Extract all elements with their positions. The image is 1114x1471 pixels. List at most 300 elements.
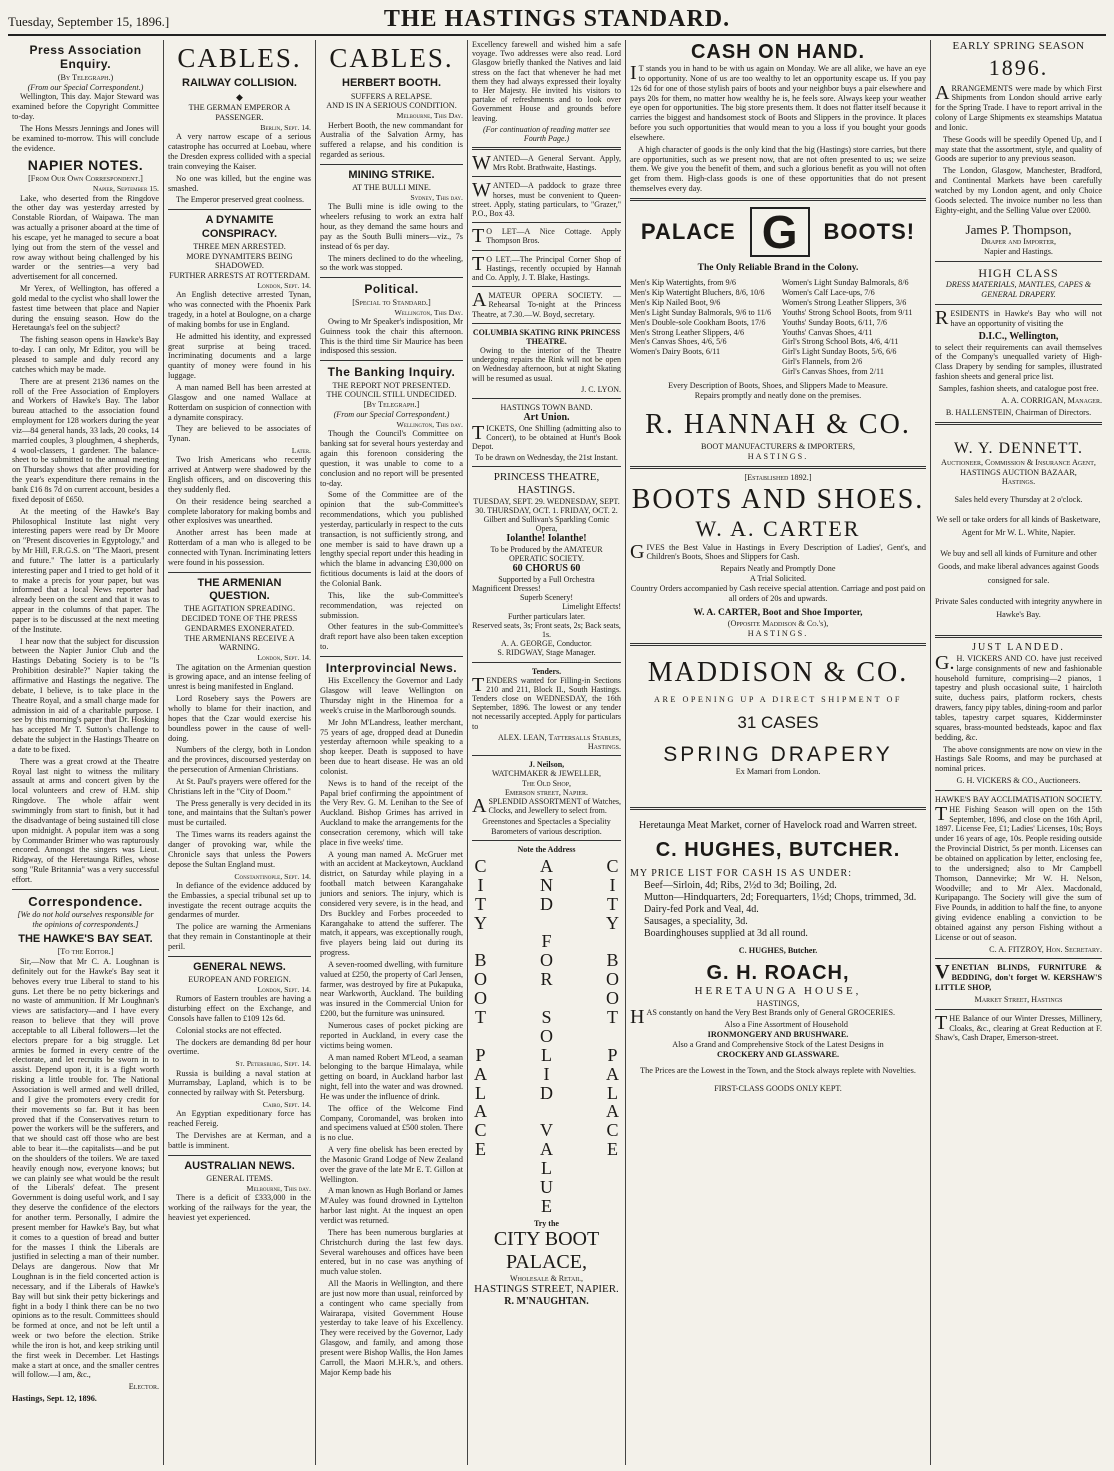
deck: THREE MEN ARRESTED. — [193, 241, 286, 251]
headline-correspondence: Correspondence. — [28, 893, 143, 909]
vertical-letter: R — [540, 969, 553, 990]
vertical-letter: L — [541, 1158, 552, 1179]
divider — [935, 958, 1102, 959]
ad-heading: 60 CHORUS 60 — [512, 563, 581, 575]
divider — [320, 164, 463, 165]
article-paragraph: There is a deficit of £333,000 in the working of the railways for the year, the heaviest yet experienced. — [168, 1193, 311, 1222]
ad-body: ARRANGEMENTS were made by which First Shipments from London should arrive early for the Spring Trade. I have to report arrival in the colony of Large Shipments ex steamships Matatua and Ionic. — [935, 81, 1102, 132]
dateline: Later. — [291, 446, 311, 456]
vertical-letter: O — [606, 969, 619, 990]
vertical-letter: L — [541, 1044, 552, 1065]
article-paragraph: The Times warns its readers against the danger of provoking war, while the Chronicle says that unless the Powers depose the Sultan England must. — [168, 830, 311, 869]
dateline: Sydney, This day. — [410, 193, 463, 203]
ad-line: CROCKERY AND GLASSWARE. — [716, 1049, 839, 1059]
ad-line: Reserved seats, 3s; Front seats, 2s; Back seats, 1s. — [472, 620, 621, 639]
ad-line: [Established 1892.] — [744, 472, 812, 482]
divider — [630, 466, 926, 469]
byline: (By Telegraph.) — [57, 72, 114, 82]
vertical-letter: P — [607, 1044, 618, 1065]
ad-line: Sales held every Thursday at 2 o'clock. — [954, 495, 1083, 505]
dateline: St. Petersburg, Sept. 14. — [235, 1059, 311, 1069]
ad-line: Further particulars later. — [507, 611, 586, 621]
article-paragraph: Russia is building a naval station at Murramsbay, Lapland, which is to be connected by railway with St. Petersburg. — [168, 1068, 311, 1098]
ad-heading: Art Union. — [523, 412, 570, 424]
divider — [630, 198, 926, 201]
deck: THE ARMENIANS RECEIVE A WARNING. — [184, 633, 295, 653]
ad-line: Beef—Sirloin, 4d; Ribs, 2½d to 3d; Boiling, 2d. — [644, 879, 837, 891]
divider — [320, 656, 463, 657]
article-paragraph: Lord Rosebery says the Powers are wholly to blame for their inaction, and hopes that the Czar would exercise his boundless power in the cause of well-doing. — [168, 694, 311, 743]
article-paragraph: A man named Robert M'Leod, a seaman belonging to the barque Himalaya, while getting on board, in Auckland harbor last night, fell into the water and was drowned. He was under the influence of drink. — [320, 1052, 463, 1101]
article-paragraph: A very fine obelisk has been erected by the Masonic Grand Lodge of New Zealand over the grave of the late Mr E. T. Gillon at Wellington. — [320, 1145, 463, 1184]
dateline: London, Sept. 14. — [257, 984, 311, 994]
ad-line: Boardinghouses supplied at 3d all round. — [644, 927, 808, 939]
deck: THE REPORT NOT PRESENTED. — [332, 380, 451, 390]
price-list-item: Women's Light Sunday Balmorals, 8/6 — [782, 278, 909, 288]
headline-banking-inquiry: The Banking Inquiry. — [327, 365, 456, 380]
vertical-letter — [544, 989, 549, 1008]
classified-ad: WANTED—A paddock to graze three horses, must be convenient to Queen-street. Apply, stating particulars, to "Grazer," P.O., Box 43. — [472, 179, 621, 218]
article-paragraph: At the meeting of the Hawke's Bay Philosophical Institute last night very interesting papers were read by Dr Moore on "Present discoveries in Egyptology," and by Mr Hill, F.R.G.S. on "The Maori, present and future." The latter is a particularly interesting paper and I tried to get hold of it to make a precis for your paper, but was informed that a local News reporter had already been on the scent and that it was to appear in the columns of that paper. The paper is to be discussed at the next meeting of the Institute. — [12, 506, 159, 634]
ad-line: S. RIDGWAY, Stage Manager. — [497, 648, 596, 658]
ad-line: Superb Scenery! — [519, 593, 574, 603]
vertical-lettering — [472, 857, 621, 1216]
vertical-letter: C — [474, 855, 487, 876]
ad-body: These Goods will be speedily Opened Up, and I may state that the assortment, style, and quality of Goods are superior to any previous season. — [935, 134, 1102, 164]
ad-body: A high character of goods is the only kind that the big (Hastings) store carries, but there are opportunities, such as we present now, that are not often presented to us; we seize them. We give you the benefit of them, and such a glorious benefit as you will not often get from them. High-class goods is one of these opportunities that do not present themselves every day. — [630, 144, 926, 194]
vertical-letter: F — [541, 931, 552, 952]
issue-date: Tuesday, September 15, 1896.] — [8, 14, 170, 29]
ad-line: HASTINGS. — [747, 451, 809, 461]
price-list-item: Women's Dairy Boots, 6/11 — [630, 347, 721, 357]
ad-heading: HAWKE'S BAY ACCLIMATISATION SOCIETY. — [935, 794, 1103, 804]
banner-word: BOOTS! — [823, 218, 916, 244]
ad-line: Ex Mamari from London. — [735, 766, 821, 776]
vertical-letter: O — [606, 988, 619, 1009]
article-paragraph: A young man named A. McGruer met with an accident at Mackeytown, Auckland district, on Saturday while playing in a football match between Karangahake juniors and seniors. The injury, which is considered very severe, is in the head, and Drs Buckley and Forbes proceeded to Karangahake to attend the sufferer. The match, it appears, was exceptionally rough, five players being laid out during its progress. — [320, 849, 463, 958]
article-paragraph: The police are warning the Armenians that they remain in Constantinople at their peril. — [168, 922, 311, 951]
vertical-letter: O — [474, 969, 487, 990]
ad-line: Samples, fashion sheets, and catalogue post free. — [938, 383, 1099, 393]
classified-ad: ASPLENDID ASSORTMENT of Watches, Clocks, and Jewellery to select from. — [472, 794, 621, 817]
ad-line: We sell or take orders for all kinds of Basketware, Agent for Mr W. L. White, Napier. — [936, 515, 1101, 538]
ad-line: Supported by a Full Orchestra — [498, 574, 595, 584]
ad-line: Also a Grand and Comprehensive Stock of the Latest Designs in — [672, 1040, 884, 1049]
column-4 — [468, 40, 626, 1465]
editorial-note: [We do not hold ourselves responsible for the opinions of correspondents.] — [17, 910, 154, 930]
ad-line: Dairy-fed Pork and Veal, 4d. — [644, 903, 759, 915]
vertical-letter — [610, 1027, 615, 1046]
price-list-item: Men's Canvas Shoes, 4/6, 5/6 — [630, 337, 727, 347]
divider — [472, 147, 621, 150]
ad-heading: J. Neilson, — [528, 760, 565, 770]
vertical-letter: L — [607, 1082, 618, 1103]
ad-line: To be Produced by the AMATEUR OPERATIC SOCIETY. — [490, 544, 603, 564]
article-paragraph: Mr John M'Landress, leather merchant, 75 years of age, dropped dead at Dunedin yesterday afternoon while speaking to a shop keeper. Death is supposed to have been due to heart disease. He was an old colonist. — [320, 717, 463, 776]
article-paragraph: The agitation on the Armenian question is growing apace, and an intense feeling of unrest is being manifested in England. — [168, 662, 311, 692]
vertical-letter: I — [543, 1063, 550, 1084]
ad-line: HASTINGS STREET, NAPIER. — [474, 1283, 619, 1296]
divider — [935, 422, 1102, 425]
headline-cables: CABLES. — [329, 43, 454, 73]
ad-heading: Iolanthe! Iolanthe! — [506, 533, 587, 545]
masthead — [8, 6, 1106, 36]
headline-interprovincial: Interprovincial News. — [325, 660, 458, 675]
ad-year: 1896. — [988, 55, 1049, 81]
deck: FURTHER ARRESTS AT ROTTERDAM. — [169, 271, 310, 281]
vertical-letter: O — [540, 950, 553, 971]
price-list-item: Men's Strong Leather Slippers, 4/6 — [630, 327, 745, 337]
divider — [935, 635, 1102, 638]
article-paragraph: News is to hand of the receipt of the Papal brief confirming the appointment of the Very Rev. G. M. Lenihan to the See of Auckland. Bishop Grimes has arrived in Auckland to make the arrangements for the consecration ceremony, which will take place in five weeks' time. — [320, 778, 463, 847]
divider — [472, 662, 621, 663]
article-paragraph: All the Maoris in Wellington, and there are just now more than usual, reinforced by a contingent who came specially from Wairarapa, visited Government House yesterday to take leave of his Excellency. They were received by the Governor, Lady Glasgow, and family, and among those present were Bishop Wallis, the Hon James Carroll, the Maori M.H.R.'s, and others. Major Kemp bade his — [320, 1279, 463, 1377]
ad-line: A. A. GEORGE, Conductor. — [501, 639, 592, 649]
ad-line: BOOT MANUFACTURERS & IMPORTERS, — [701, 442, 855, 452]
ad-signature: C. A. FITZROY, Hon. Secretary. — [989, 944, 1102, 954]
ad-signature: G. H. VICKERS & CO., Auctioneers. — [956, 776, 1081, 786]
price-list-item: Men's Kip Watertights, from 9/6 — [630, 278, 736, 288]
divider — [472, 323, 621, 324]
price-list-item: Women's Calf Lace-ups, 7/6 — [782, 288, 875, 298]
letter-dateline: Hastings, Sept. 12, 1896. — [12, 1394, 97, 1404]
classified-ad: WANTED—A General Servant. Apply, Mrs Robt. Brathwaite, Hastings. — [472, 152, 621, 175]
ad-heading: PRINCESS THEATRE, HASTINGS. — [493, 471, 600, 497]
subheadline: A DYNAMITE CONSPIRACY. — [201, 214, 278, 240]
vertical-letter: A — [474, 1101, 487, 1122]
vertical-letter: Y — [606, 912, 619, 933]
article-paragraph: Though the Council's Committee on banking sat for several hours yesterday and again this forenoon considering the question, it was unable to come to a conclusion and no report will be presented to-day. — [320, 429, 463, 488]
vertical-letter: O — [540, 1025, 553, 1046]
ornament: ◆ — [236, 91, 243, 102]
article-paragraph: Lake, who deserted from the Ringdove the other day was yesterday arrested by Constable Riordan, of Waipawa. The man was actually a prisoner aboard at the time of his escape, yet he managed to secure a boat lying out from the stern of the vessel and row away without being challenged by his warder or the sentries—a very bad advertisement for all concerned. — [12, 193, 159, 282]
ad-heading: Tenders. — [531, 666, 562, 676]
ad-line: Market Street, Hastings — [974, 994, 1063, 1004]
column-5 — [626, 40, 931, 1465]
ad-line: C. HUGHES, Butcher. — [738, 945, 818, 955]
ad-body: HAS constantly on hand the Very Best Brands only of General GROCERIES. — [630, 1006, 896, 1029]
vertical-letter: D — [540, 893, 553, 914]
ad-body: THE Balance of our Winter Dresses, Millinery, Cloaks, &c., clearing at Great Reduction at F. Shaw's, Cash Draper, Emerson-street. — [935, 1011, 1102, 1043]
article-paragraph: At St. Paul's prayers were offered for the Christians left in the "City of Doom." — [168, 776, 311, 796]
ad-body: GIVES the Best Value in Hastings in Every Description of Ladies', Gent's, and Children's Boots, Shoes and Slippers for Cash. — [630, 540, 926, 563]
ad-hughes-title: C. HUGHES, BUTCHER. — [655, 838, 901, 861]
dateline: London, Sept. 14. — [257, 281, 311, 291]
article-paragraph: An English detective arrested Tynan, who was connected with the Phoenix Park tragedy, in a hotel at Boulogne, on a charge of making bombs for use in England. — [168, 290, 311, 329]
vertical-letter: C — [474, 1120, 487, 1141]
price-list-item: Girl's Light Sunday Boots, 5/6, 6/6 — [782, 347, 897, 357]
ad-line: Emerson street, Napier. — [504, 787, 588, 797]
divider — [168, 956, 311, 957]
ad-line: Private Sales conducted with integrity anywhere in Hawke's Bay. — [935, 596, 1102, 619]
article-paragraph: This, like the sub-Committee's recommendation, was rejected on submission. — [320, 590, 463, 620]
continuation-note: (For continuation of reading matter see Fourth Page.) — [482, 124, 611, 143]
subheadline: HERBERT BOOTH. — [342, 77, 441, 90]
price-list-item: Girl's Flannels, from 2/6 — [782, 357, 863, 367]
deck: AT THE BULLI MINE. — [352, 183, 431, 193]
ad-heading: R. M'NAUGHTAN. — [504, 1295, 589, 1307]
ad-line: Limelight Effects! — [562, 602, 621, 612]
vertical-letter: Y — [474, 912, 487, 933]
deck: THE AGITATION SPREADING. — [183, 604, 295, 614]
ad-line: Wholesale & Retail, — [510, 1274, 583, 1284]
deck: EUROPEAN AND FOREIGN. — [188, 974, 291, 984]
divider — [168, 209, 311, 210]
article-paragraph: An Egyptian expeditionary force has reached Fereig. — [168, 1109, 311, 1129]
dateline: Berlin, Sept. 14. — [260, 123, 311, 133]
vertical-letter: A — [474, 1063, 487, 1084]
vertical-letter: E — [541, 1195, 552, 1216]
byline: [From Our Own Correspondent.] — [28, 174, 143, 184]
vertical-letter: T — [475, 1007, 486, 1028]
article-paragraph: The Emperor preserved great coolness. — [176, 195, 304, 205]
headline-political: Political. — [364, 282, 419, 297]
ad-heading: EARLY SPRING SEASON — [952, 40, 1085, 52]
divider — [472, 286, 621, 287]
dateline: Constantinople, Sept. 14. — [234, 871, 311, 881]
column-6 — [931, 40, 1106, 1465]
ad-line: The Prices are the Lowest in the Town, and the Stock always replete with Novelties. — [640, 1065, 916, 1075]
ad-heading: COLUMBIA SKATING RINK PRINCESS THEATRE. — [472, 327, 621, 346]
vertical-letter: I — [477, 874, 484, 895]
article-paragraph: The dockers are demanding 8d per hour overtime. — [168, 1037, 311, 1057]
ad-body: The London, Glasgow, Manchester, Bradford, and Continental Markets have been carefully watched by my London agent, and only Choice Goods selected. The invoice number no less than Eighty-eight, and the Selling Value over £2000. — [935, 166, 1102, 215]
banner-word: PALACE — [640, 218, 736, 244]
ad-body: IT stands you in hand to be with us again on Monday. We are all alike, we have an eye to opportunity. None of us are too wealthy to let an opportunity escape us. If you pay 12s 6d for one of those stylish pairs of boots and your neighbor buys a pair elsewhere and pays 20s for them, no matter how wealthy he is, he feels sore. Always keep your weather eye open for opportunities. The big store presents them. It does not flatter itself because it carries the biggest and handsomest stock of Boots and Slippers in the province. It places before you such opportunities that would mean to you a loss if you bought your goods elsewhere. — [630, 62, 926, 142]
vertical-letter — [478, 1027, 483, 1046]
article-paragraph: Two Irish Americans who recently arrived at Antwerp were shadowed by the English officers, and on discovering this they suddenly fled. — [168, 455, 311, 494]
column-3 — [316, 40, 468, 1465]
divider — [12, 889, 159, 890]
ad-signature: A. A. CORRIGAN, Manager. — [1001, 395, 1102, 405]
divider — [168, 1155, 311, 1156]
ad-line: WATCHMAKER & JEWELLER, — [491, 769, 602, 779]
divider — [320, 360, 463, 361]
ad-line: Magnificent Dresses! — [472, 584, 541, 594]
vertical-letter: T — [607, 893, 618, 914]
ad-line: HASTINGS. — [747, 628, 809, 638]
divider — [472, 398, 621, 399]
vertical-letter: B — [606, 950, 619, 971]
letter-body: Sir,—Now that Mr C. A. Loughnan is definitely out for the Hawke's Bay seat it behoves every true Liberal to stand to his guns. Let there be no petty bickerings and no waste of ammunition. If Mr Loughnan's views are satisfactory—and I have every reason to believe that they will prove acceptable to all Liberal followers—let the electors prepare for a big struggle. Let armies be formed in every centre of the electorate, and let recruits be sworn in to assist. Depend upon it, it is a fight worth risking a little trouble for. The National Association is well armed and well drilled, and I give the promoters every credit for their movements so far. But it has been proved that if the Conservatives return to power the workers will be the sufferers, and that we should cast off those who are best able to bear it—the capitalists—and be put on the shoulders of the toilers. We are taxed heavily enough now, everyone knows; but we can plainly see what would be the result of the Liberals' defeat. The present Government is doing useful work, and I say they deserve the confidence of the electors for another term. Personally, I admire the present member for Hawke's Bay, but what it comes to a question of bread and butter for the masses I think the Liberals are justified in selecting a man of their number. Delays are dangerous. Now that Mr Loughnan is in the field concerted action is necessary, and if the Liberals of Hawke's Bay will but sink their petty bickerings and fight in a body I think there can be no two opinions as to the result. Committees should be formed at once, and not be left until a week or two before the election. Strike while the iron is hot, and keep striking until the first week in December. Let Hastings make a start at once, and the smaller centres will follow.—I am, &c., — [12, 957, 159, 1380]
ad-line: Repairs Neatly and Promptly Done — [720, 564, 836, 574]
classified-ad: TENDERS wanted for Filling-in Sections 210 and 211, Block II., South Hastings. Tenders close on WEDNESDAY, the 16th September, 1896. The lowest or any tender not necessarily accepted. Apply for particulars to — [472, 673, 621, 731]
article-paragraph: On their residence being searched a complete laboratory for making bombs and other explosives was unearthed. — [168, 496, 311, 526]
deck: MORE DYNAMITERS BEING SHADOWED. — [186, 251, 293, 271]
deck: GENDARMES EXONERATED. — [184, 623, 295, 633]
ad-line: HERETAUNGA HOUSE, — [694, 985, 862, 998]
article-paragraph: Mr Yerex, of Wellington, has offered a gold medal to the cyclist who shall lower the fastest time between that place and Napier during the ensuing season. How do the Heretaunga's feel on the subject? — [12, 284, 159, 333]
ad-line: Mutton—Hindquarters, 2d; Forequarters, 1½d; Chops, trimmed, 3d. — [644, 891, 917, 903]
ad-line: A Trial Solicited. — [749, 574, 807, 584]
article-paragraph: Numerous cases of pocket picking are reported in Auckland, in every case the victims being women. — [320, 1020, 463, 1050]
ad-line: The Old Shop, — [521, 778, 572, 788]
dateline: Melbourne, This day. — [246, 1183, 311, 1193]
ad-heading: HIGH CLASS — [978, 265, 1059, 280]
price-list-women — [782, 278, 926, 376]
article-paragraph: Colonial stocks are not effected. — [176, 1025, 282, 1035]
price-list-item: Men's Double-sole Cookham Boots, 17/6 — [630, 317, 766, 327]
price-list-item: Girl's Strong School Bots, 4/6, 4/11 — [782, 337, 899, 347]
divider — [168, 572, 311, 573]
divider — [472, 840, 621, 841]
vertical-letter: A — [540, 855, 553, 876]
article-paragraph: The Hons Messrs Jennings and Jones will be examined to-morrow. This will conclude the evidence. — [12, 124, 159, 153]
price-list-item: Youths' Strong School Boots, from 9/11 — [782, 307, 913, 317]
divider — [320, 277, 463, 278]
subheadline: AUSTRALIAN NEWS. — [184, 1159, 295, 1172]
article-paragraph: Rumors of Eastern troubles are having a disturbing effect on the Exchange, and Consols have fallen to £109 12s 6d. — [168, 994, 311, 1023]
vertical-letter: V — [540, 1120, 553, 1141]
ad-line: HASTINGS AUCTION BAZAAR, — [960, 467, 1077, 477]
article-paragraph: Wellington, This day. Major Steward was examined before the Copyright Committee to-day. — [12, 92, 159, 122]
price-list-item: Girl's Canvas Shoes, from 2/11 — [782, 366, 884, 376]
ad-carter-title: W. A. CARTER — [695, 516, 861, 542]
deck: THE COUNCIL STILL UNDECIDED. — [326, 390, 457, 400]
article-paragraph: I hear now that the subject for discussion between the Napier Junior Club and the Hastings Debating Society is to be "Is Prohibition desirable?" Napier taking the affirmative and Hastings the negative. The debate, I believe, is to take place in the Theatre Royal, and a small charge made for admission in aid of a charitable purpose. I see by this morning's paper that Dr. Hosking has accepted Mr T. Sutton's challenge to debate the subject in the Hastings Theatre on a date to be fixed. — [12, 636, 159, 754]
ad-line: Napier and Hastings. — [984, 246, 1053, 256]
vertical-letter: T — [607, 1007, 618, 1028]
vertical-letter: C — [606, 1120, 619, 1141]
vertical-letter: E — [607, 1139, 618, 1160]
vertical-letter — [478, 932, 483, 951]
divider — [472, 176, 621, 177]
ad-line: Auctioneer, Commission & Insurance Agent, — [941, 457, 1096, 467]
ad-line: HASTINGS, — [756, 998, 800, 1008]
ad-body: The above consignments are now on view in the Hastings Sale Rooms, and may be purchased at nominal prices. — [935, 744, 1102, 774]
vertical-letter: P — [475, 1044, 486, 1065]
ad-line: Every Description of Boots, Shoes, and Slippers Made to Measure. — [668, 380, 888, 390]
divider — [935, 1009, 1102, 1010]
article-paragraph: Herbert Booth, the new commandant for Australia of the Salvation Army, has suffered a relapse, and his condition is regarded as serious. — [320, 120, 463, 160]
article-paragraph: A very narrow escape of a serious catastrophe has occurred at Loebau, where the Dresden express collided with a special train conveying the Kaiser. — [168, 132, 311, 171]
dateline: Wellington, This day. — [396, 419, 463, 429]
vertical-letter — [544, 1102, 549, 1121]
divider — [630, 643, 926, 646]
banner-letter: G — [750, 207, 810, 257]
vertical-letter — [544, 914, 549, 933]
ad-heading: SPRING DRAPERY — [663, 742, 893, 766]
article-paragraph: There are at present 2136 names on the roll of the Free Association of Employers and Workers of Hawke's Bay. The labor bureau attached to the association found employment for 128 workers during the year viz—84 general hands, 33 lads, 20 cooks, 14 married couples, 3 ploughmen, 4 shepherds, 4 wool-classers, 1 gardener. The balance-sheet to be submitted to the annual meeting on Thursday shows that after providing for the year's expenditure there remains in the bank £16 8s 7d on current account, besides a fixed deposit of £650. — [12, 376, 159, 504]
ad-line: Greenstones and Spectacles a Speciality — [482, 817, 611, 827]
vertical-letter: A — [540, 1139, 553, 1160]
price-list-item: Youths' Sunday Boots, 6/11, 7/6 — [782, 317, 887, 327]
vertical-letter: D — [540, 1082, 553, 1103]
vertical-letter: N — [540, 874, 553, 895]
divider — [935, 261, 1102, 262]
price-list-item: Men's Light Sunday Balmorals, 9/6 to 11/6 — [630, 307, 772, 317]
article-paragraph: Some of the Committee are of the opinion that the sub-Committee's recommendations, which you published yesterday, particularly in respect to the cuts transaction, is not sufficiently strong, and one member is said to have drawn up a lengthy special report under this heading in which the blame in advancing £30,000 on fictitious documents is laid at the doors of the Colonial Bank. — [320, 490, 463, 588]
salutation: [To the Editor.] — [57, 947, 114, 957]
article-paragraph: A man known as Hugh Borland or James M'Auley was found drowned in Lyttelton harbor last night. At the inquest an open verdict was returned. — [320, 1186, 463, 1225]
letter-signature: Elector. — [128, 1382, 159, 1392]
subheadline: GENERAL NEWS. — [193, 960, 286, 973]
dateline: Melbourne, This Day. — [396, 111, 463, 121]
ad-boots-shoes-title: BOOTS AND SHOES. — [631, 483, 925, 515]
classified-ad: AMATEUR OPERA SOCIETY. —Rehearsal To-night at the Princess Theatre, at 7.30.—W. Boyd, secretary. — [472, 289, 621, 319]
ad-tagline: The Only Reliable Brand in the Colony. — [697, 262, 859, 273]
palace-boots-banner — [630, 207, 926, 257]
divider — [472, 222, 621, 223]
ad-line: Country Orders accompanied by Cash receive special attention. Carriage and post paid on all orders of 20s and upwards. — [630, 583, 926, 603]
article-paragraph: Excellency farewell and wished him a safe voyage. Two addresses were also read. Lord Glasgow briefly thanked the Natives and laid stress on the fact that whenever he had met them they had always expressed their loyalty to Her Majesty. He invited his visitors to partake of refreshments and to look over Government House and grounds before leaving. — [472, 40, 621, 123]
ad-line: Draper and Importer, — [980, 237, 1057, 247]
dateline: Napier, September 15. — [92, 184, 159, 194]
divider — [472, 755, 621, 756]
ad-line: DRESS MATERIALS, MANTLES, CAPES & GENERAL DRAPERY. — [945, 280, 1092, 300]
ad-body: G.H. VICKERS AND CO. have just received large consignments of new and fashionable household furniture, comprising—2 pianos, 1 tapestry and plush occasional suite, 1 haircloth suite, duchess pairs, platform rockers, chests drawers, fancy pipy tables, dining-room and parlor tables, tapestry carpet squares, Kidderminster squares, brass-mounted bedsteads, kapoc and flax bedding, &c. — [935, 651, 1102, 742]
article-paragraph: The fishing season opens in Hawke's Bay to-day. I can only, Mr Editor, you will be pleased to sample and duly record any catches which may be made. — [12, 335, 159, 374]
vertical-text-middle — [540, 857, 553, 1216]
ad-heading: Note the Address — [517, 844, 576, 854]
article-paragraph: Other features in the sub-Committee's draft report have also been taken exception to. — [320, 622, 463, 652]
classified-ad: Owing to the interior of the Theatre undergoing repairs the Rink will not be open on Wednesday afternoon, but at night Skating will be resumed as usual. — [472, 346, 621, 383]
article-paragraph: The office of the Welcome Find Company, Coromandel, was broken into and specimens valued at £500 stolen. There is no clue. — [320, 1103, 463, 1143]
vertical-letter: A — [606, 1101, 619, 1122]
ad-body: RESIDENTS in Hawke's Bay who will not have an opportunity of visiting the — [935, 306, 1102, 329]
article-paragraph: There was a great crowd at the Theatre Royal last night to witness the military assault at arms and concert given by the local volunteers and crew of H.M. ship Ringdove. The whole affair went swimmingly from start to finish, but it had the disadvantage of being sustained till close upon midnight. A popular item was a song by Commander Brimer who was rapturously encored. Amongst the singers was Lieut. Ridgway, of the Heretaunga Rifles, whose song "Rule Britannia" was a very successful effort. — [12, 756, 159, 884]
byline: [Special to Standard.] — [352, 297, 431, 307]
divider — [630, 807, 926, 810]
vertical-text-left — [474, 857, 487, 1216]
vertical-letter: S — [541, 1007, 552, 1028]
column-2 — [164, 40, 316, 1465]
classified-ad: TO LET.—The Principal Corner Shop of Hastings, recently occupied by Hannah and Co. Apply, J. T. Blake, Hastings. — [472, 252, 621, 282]
article-paragraph: He admitted his identity, and expressed great surprise at being traced. Incriminating documents and a large quantity of money were found in his luggage. — [168, 331, 311, 381]
ad-line: Heretaunga Meat Market, corner of Havelock road and Warren street. — [638, 819, 918, 831]
classified-ad: TO LET—A Nice Cottage. Apply Thompson Bros. — [472, 225, 621, 248]
byline: [By Telegraph.] — [363, 400, 420, 410]
ad-heading: CITY BOOT PALACE, — [493, 1228, 600, 1274]
vertical-letter: C — [606, 855, 619, 876]
byline: (From our Special Correspondent.) — [27, 82, 144, 92]
divider — [472, 250, 621, 251]
deck: SUFFERS A RELAPSE. — [350, 91, 433, 101]
ad-heading: James P. Thompson, — [965, 221, 1072, 237]
article-paragraph: There has been numerous burglaries at Christchurch during the last few days. Several warehouses and offices have been entered, but in no case was anything of much value stolen. — [320, 1227, 463, 1277]
vertical-letter: B — [474, 950, 487, 971]
dateline: London, Sept. 14. — [257, 653, 311, 663]
newspaper-title: THE HASTINGS STANDARD. — [383, 6, 731, 32]
ad-heading: HASTINGS TOWN BAND. — [500, 403, 593, 412]
classified-ad: TICKETS, One Shilling (admitting also to Concert), to be obtained at Hunt's Book Depot. — [472, 421, 621, 452]
divider — [935, 304, 1102, 305]
ad-line: (Opposite Maddison & Co.'s), — [727, 619, 829, 629]
divider — [935, 790, 1102, 791]
ad-cash-on-hand-title: CASH ON HAND. — [690, 41, 866, 63]
ad-body: to select their requirements can avail themselves of the Company's unequalled variety of High-Class Drapery by sending for samples, illustrated fashion sheets and general price list. — [935, 342, 1102, 382]
deck: GENERAL ITEMS. — [206, 1173, 273, 1183]
article-paragraph: Owing to Mr Speaker's indisposition, Mr Guinness took the chair this afternoon. This is the third time Sir Maurice has been indisposed this session. — [320, 316, 463, 356]
article-paragraph: The Press generally is very decided in its tone, and maintains that the Sultan's power must be curtailed. — [168, 798, 311, 828]
ad-body: VENETIAN BLINDS, FURNITURE & BEDDING, don't forget W. KERSHAW'S LITTLE SHOP, — [935, 961, 1102, 993]
price-list-men — [630, 278, 774, 376]
article-paragraph: No one was killed, but the engine was smashed. — [168, 173, 311, 193]
ad-signature: ALEX. LEAN, Tattersalls Stables, Hastings. — [497, 732, 621, 752]
ad-roach-title: G. H. ROACH, — [706, 962, 850, 985]
ad-line: Barometers of various description. — [491, 826, 602, 836]
article-paragraph: A man named Bell has been arrested at Glasgow and one named Wallace at Rotterdam on suspicion of connection with a dynamite conspiracy. — [168, 383, 311, 422]
ad-line: FIRST-CLASS GOODS ONLY KEPT. — [714, 1083, 842, 1093]
vertical-letter: T — [475, 893, 486, 914]
ad-line: Gilbert and Sullivan's Sparkling Comic Opera, — [483, 515, 610, 534]
subheadline: RAILWAY COLLISION. — [182, 77, 297, 90]
ad-heading: JUST LANDED. — [972, 641, 1065, 653]
ad-line: IRONMONGERY AND BRUSHWARE. — [707, 1030, 849, 1040]
vertical-letter: U — [540, 1177, 553, 1198]
article-paragraph: His Excellency the Governor and Lady Glasgow will leave Wellington on Thursday night in the Hinemoa for a week's cruise in the Marlborough sounds. — [320, 676, 463, 715]
deck: AND IS IN A SERIOUS CONDITION. — [326, 101, 457, 111]
